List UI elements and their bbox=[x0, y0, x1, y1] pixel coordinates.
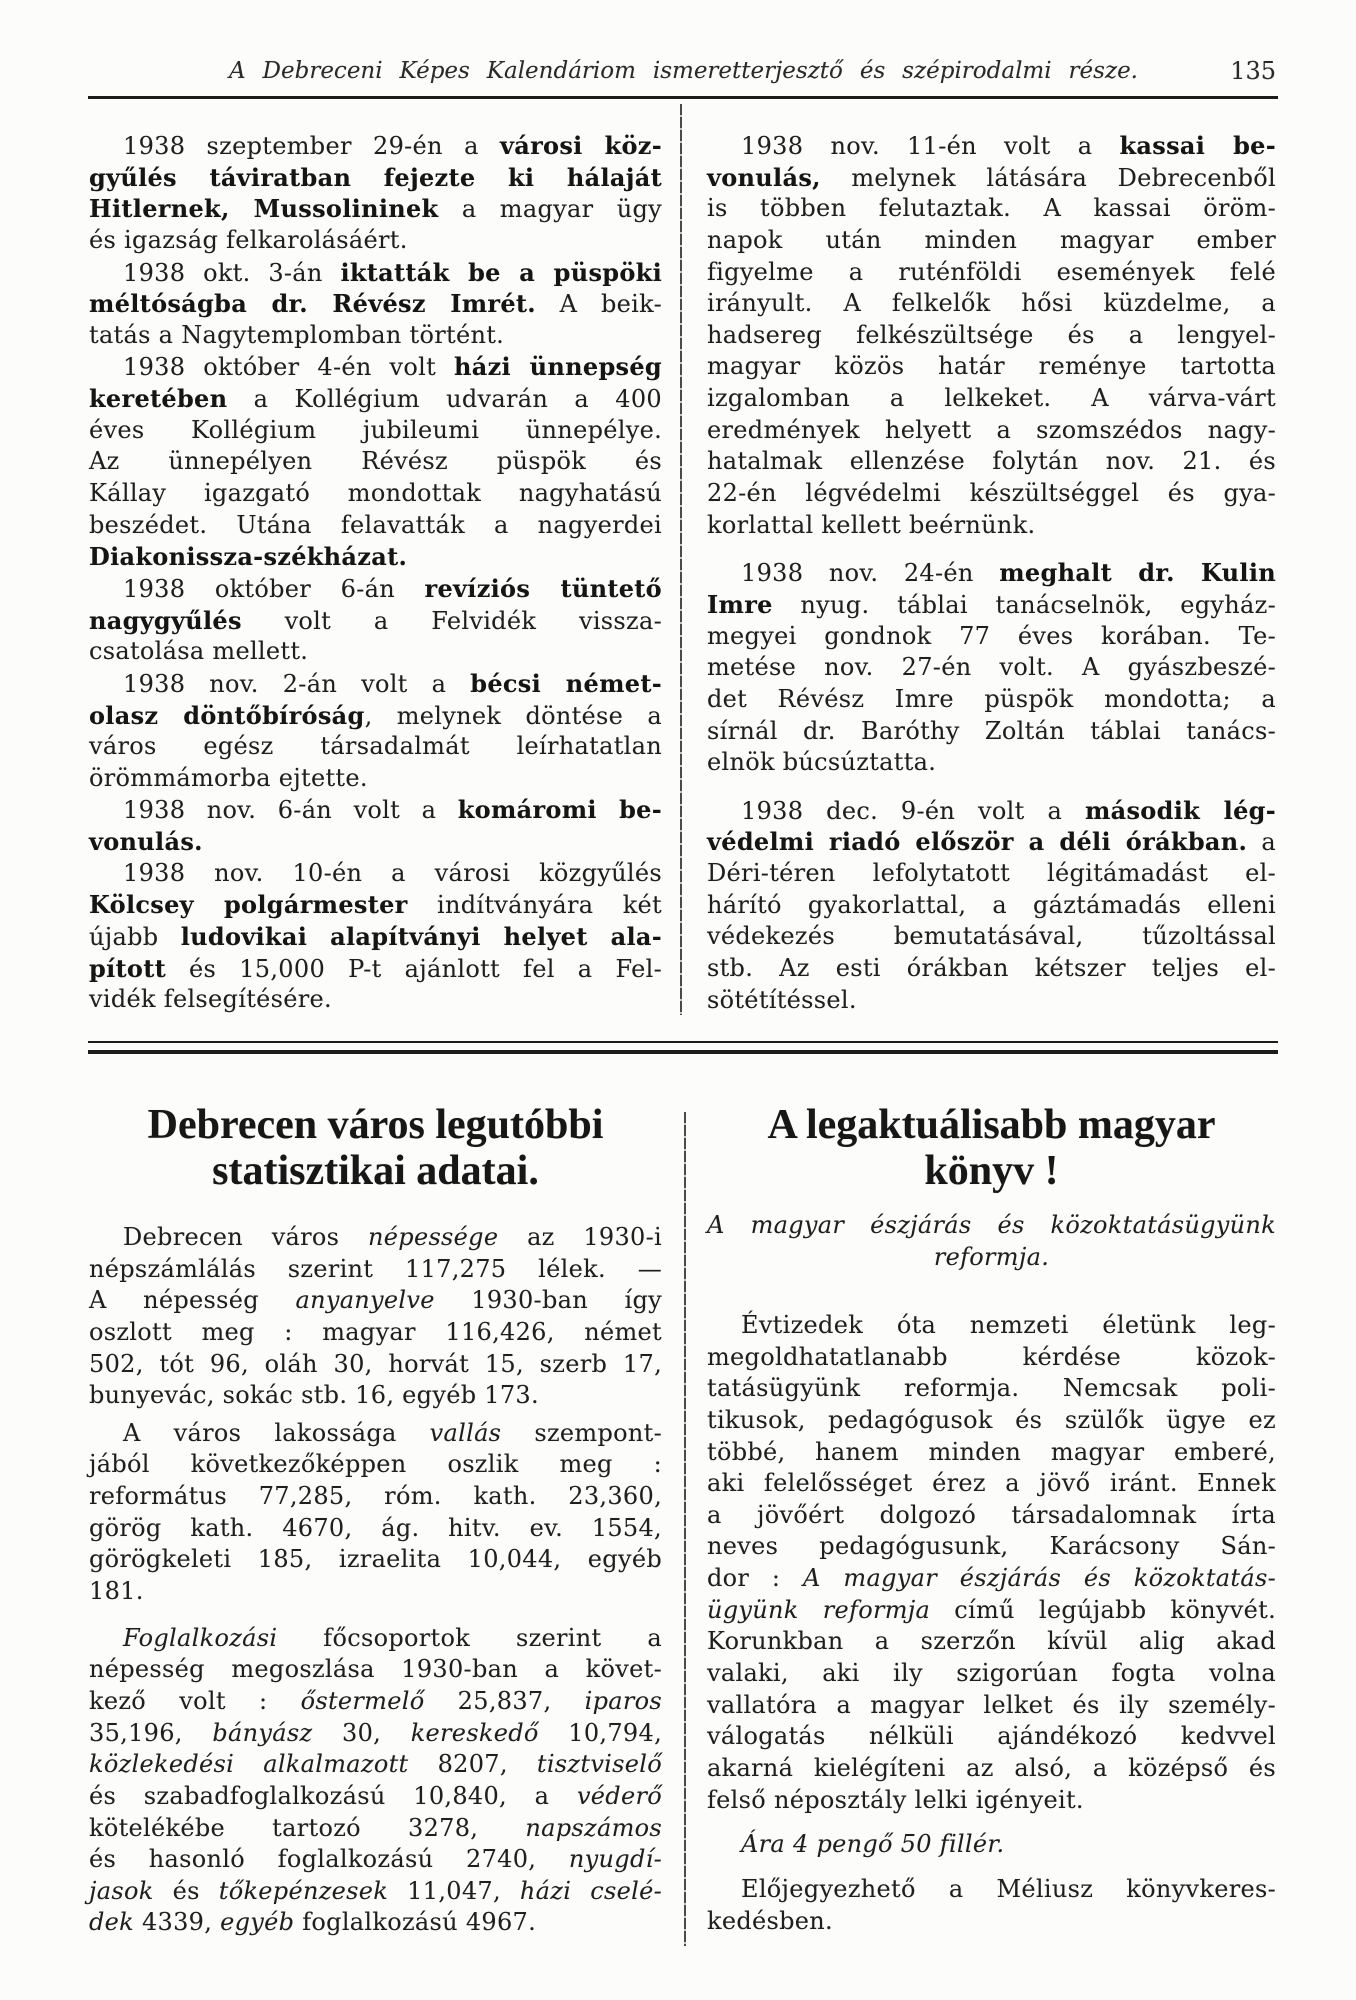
text-line bbox=[89, 1317, 662, 1349]
italic-text-run: őstermelő bbox=[300, 1686, 425, 1715]
text-run: korlattal kellett beérnünk. bbox=[707, 510, 1036, 539]
bold-text-run: nagygyűlés bbox=[89, 605, 242, 635]
text-run: 1938 október 6-án bbox=[123, 574, 425, 603]
text-line bbox=[89, 541, 662, 573]
text-line bbox=[707, 1753, 1276, 1785]
text-run: a bbox=[1247, 828, 1276, 857]
text-line bbox=[707, 130, 1276, 162]
text-line bbox=[707, 446, 1276, 478]
text-line bbox=[707, 478, 1276, 510]
text-line bbox=[89, 953, 662, 985]
text-run: és bbox=[153, 1876, 219, 1905]
text-line bbox=[89, 383, 662, 415]
text-line bbox=[89, 446, 662, 478]
text-run: figyelme a ruténföldi események felé bbox=[707, 257, 1276, 286]
chronicle-left-column bbox=[89, 130, 662, 1016]
text-run: népesség megoszlása 1930-ban a követ- bbox=[89, 1655, 662, 1684]
text-line bbox=[707, 1690, 1276, 1722]
paragraph bbox=[89, 1418, 662, 1608]
text-line bbox=[89, 1576, 662, 1608]
text-line bbox=[89, 1449, 662, 1481]
text-run: Kállay igazgató mondottak nagyhatású bbox=[89, 479, 662, 508]
text-line bbox=[707, 1785, 1276, 1817]
bold-text-run: Diakonissza-székházat. bbox=[89, 542, 408, 572]
bold-text-run: ludovikai alapítványi helyet ala- bbox=[180, 922, 662, 952]
text-line bbox=[89, 288, 662, 320]
bold-text-run: kassai be- bbox=[1119, 131, 1276, 160]
text-run: népszámlálás szerint 117,275 lélek. — bbox=[89, 1254, 662, 1283]
text-run: valaki, aki ily szigorúan fogta volna bbox=[707, 1659, 1276, 1688]
page-number: 135 bbox=[1230, 57, 1276, 85]
text-line bbox=[89, 1876, 662, 1908]
italic-text-run: népessége bbox=[368, 1223, 499, 1251]
text-run: is többen felutaztak. A kassai öröm- bbox=[707, 194, 1276, 223]
text-run: vidék felsegítésére. bbox=[89, 985, 332, 1014]
text-run: foglalkozású 4967. bbox=[294, 1908, 537, 1937]
text-run: csatolása mellett. bbox=[89, 637, 309, 666]
text-run: szempont- bbox=[501, 1418, 662, 1447]
text-line bbox=[89, 1813, 662, 1845]
text-line bbox=[89, 510, 662, 542]
text-run: és 15,000 P-t ajánlott fel a Fel- bbox=[165, 954, 662, 983]
book-article-subtitle bbox=[707, 1210, 1276, 1273]
text-run: neves pedagógusunk, Karácsony Sán- bbox=[707, 1532, 1276, 1561]
text-line bbox=[707, 1531, 1276, 1563]
text-line bbox=[707, 1310, 1276, 1342]
text-line bbox=[89, 668, 662, 700]
text-run: vallatóra a magyar lelket és ily személy- bbox=[707, 1690, 1276, 1719]
text-run: újabb bbox=[89, 923, 181, 952]
text-line bbox=[707, 1468, 1276, 1500]
text-run: 1938 dec. 9-én volt a bbox=[741, 796, 1085, 825]
text-line bbox=[89, 1907, 662, 1939]
text-line bbox=[707, 1500, 1276, 1532]
paragraph bbox=[89, 794, 662, 857]
text-line bbox=[707, 1437, 1276, 1469]
title-line: Debrecen város legutóbbi bbox=[147, 1102, 604, 1148]
text-line bbox=[89, 573, 662, 605]
text-line bbox=[707, 1563, 1276, 1595]
text-line bbox=[707, 589, 1276, 621]
text-line bbox=[707, 1373, 1276, 1405]
text-line bbox=[707, 1829, 1276, 1861]
text-line bbox=[89, 257, 662, 289]
statistics-article-body bbox=[89, 1222, 662, 1939]
text-line bbox=[707, 288, 1276, 320]
column-divider bbox=[684, 1112, 686, 1946]
italic-text-run: anyanyelve bbox=[295, 1286, 435, 1315]
bold-text-run: városi köz- bbox=[499, 131, 662, 160]
text-line bbox=[89, 1380, 662, 1412]
text-line bbox=[89, 700, 662, 732]
text-run: Előjegyezhető a Méliusz könyvkeres- bbox=[741, 1874, 1276, 1903]
running-title: A Debreceni Képes Kalendáriom ismeretterjesztő és szépirodalmi része. bbox=[229, 58, 1138, 84]
text-run: éves Kollégium jubileumi ünnepélye. bbox=[89, 415, 662, 444]
text-line bbox=[89, 1513, 662, 1545]
text-run: a jövőért dolgozó társadalomnak írta bbox=[707, 1500, 1276, 1529]
text-run: Évtizedek óta nemzeti életünk leg- bbox=[741, 1311, 1276, 1339]
text-line bbox=[707, 953, 1276, 985]
text-run: tatásügyünk reformja. Nemcsak poli- bbox=[707, 1374, 1276, 1403]
text-run: 1938 nov. 2-án volt a bbox=[123, 669, 471, 698]
text-run: örömmámorba ejtette. bbox=[89, 763, 368, 792]
text-line bbox=[89, 1718, 662, 1750]
bold-text-run: iktatták be a püspöki bbox=[340, 257, 663, 287]
text-run: tatás a Nagytemplomban történt. bbox=[89, 320, 505, 349]
text-line bbox=[707, 383, 1276, 415]
bold-text-run: keretében bbox=[89, 384, 228, 414]
paragraph bbox=[707, 130, 1276, 541]
text-run: dor : bbox=[707, 1564, 804, 1593]
header-rule bbox=[88, 96, 1278, 99]
italic-text-run: tisztviselő bbox=[536, 1750, 662, 1779]
text-line bbox=[707, 257, 1276, 289]
text-run: 35,196, bbox=[89, 1718, 213, 1747]
text-line bbox=[707, 858, 1276, 890]
text-run: metése nov. 27-én volt. A gyászbeszé- bbox=[707, 653, 1276, 682]
text-run: felső néposztály lelki igényeit. bbox=[707, 1785, 1084, 1814]
text-run: det Révész Imre püspök mondotta; a bbox=[707, 684, 1276, 713]
text-line bbox=[89, 1349, 662, 1381]
text-line bbox=[707, 1874, 1276, 1906]
text-line bbox=[707, 795, 1276, 827]
text-run: aki felelősséget érez a jövő iránt. Ennek bbox=[707, 1469, 1276, 1498]
text-run: kező volt : bbox=[89, 1686, 301, 1715]
text-run: 181. bbox=[89, 1577, 144, 1606]
text-line bbox=[707, 1626, 1276, 1658]
text-run: 1938 nov. 24-én bbox=[741, 559, 1000, 588]
bold-text-run: Imre bbox=[707, 589, 773, 619]
text-line bbox=[707, 1906, 1276, 1938]
text-line bbox=[707, 652, 1276, 684]
text-run: a magyar ügy bbox=[438, 195, 662, 224]
text-line bbox=[707, 193, 1276, 225]
text-run: A népesség bbox=[89, 1286, 296, 1315]
italic-text-run: jasok bbox=[89, 1876, 154, 1905]
text-run: 1938 nov. 6-án volt a bbox=[123, 796, 458, 825]
text-run: és igazság felkarolásáért. bbox=[89, 225, 408, 254]
text-run: főcsoportok szerint a bbox=[277, 1623, 662, 1652]
text-line bbox=[707, 1595, 1276, 1627]
italic-text-run: házi cselé- bbox=[519, 1876, 662, 1905]
text-line bbox=[89, 1749, 662, 1781]
text-line bbox=[89, 636, 662, 668]
text-line bbox=[89, 320, 662, 352]
text-run: 30, bbox=[312, 1718, 411, 1747]
text-run: megyei gondnok 77 éves korában. Te- bbox=[707, 621, 1276, 650]
text-run: oszlott meg : magyar 116,426, német bbox=[89, 1317, 662, 1346]
text-line bbox=[707, 415, 1276, 447]
title-line: könyv ! bbox=[924, 1148, 1059, 1194]
italic-text-run: kereskedő bbox=[410, 1718, 539, 1747]
text-line bbox=[707, 1658, 1276, 1690]
paragraph bbox=[707, 1829, 1276, 1861]
text-line bbox=[707, 351, 1276, 383]
italic-text-run: Ára 4 pengő 50 fillér. bbox=[741, 1830, 1005, 1859]
text-line bbox=[707, 985, 1276, 1017]
text-run: nyug. táblai tanácselnök, egyház- bbox=[772, 590, 1276, 619]
text-line bbox=[707, 162, 1276, 194]
text-run: az 1930-i bbox=[498, 1223, 662, 1251]
bold-text-run: vonulás. bbox=[89, 827, 203, 857]
text-line bbox=[89, 225, 662, 257]
text-run: bunyevác, sokác stb. 16, egyéb 173. bbox=[89, 1381, 539, 1410]
bold-text-run: vonulás, bbox=[707, 162, 821, 192]
text-line bbox=[89, 858, 662, 890]
bold-text-run: házi ünnepség bbox=[454, 352, 662, 382]
text-run: A város lakossága bbox=[123, 1418, 430, 1447]
title-line: statisztikai adatai. bbox=[212, 1148, 539, 1194]
text-run: megoldhatatlanabb kérdése közok- bbox=[707, 1342, 1276, 1371]
bold-text-run: védelmi riadó először a déli órákban. bbox=[707, 827, 1248, 857]
text-line bbox=[89, 605, 662, 637]
bold-text-run: revíziós tüntető bbox=[424, 573, 662, 603]
paragraph bbox=[89, 668, 662, 795]
text-run: 1938 nov. 10-én a városi közgyűlés bbox=[123, 858, 662, 887]
text-run: és szabadfoglalkozású 10,840, a bbox=[89, 1781, 577, 1810]
text-run: magyar közös határ reménye tartotta bbox=[707, 352, 1276, 381]
text-run: hárító gyakorlattal, a gáztámadás elleni bbox=[707, 890, 1276, 919]
paragraph bbox=[89, 573, 662, 668]
text-line bbox=[89, 1481, 662, 1513]
italic-text-run: egyéb bbox=[220, 1908, 295, 1937]
text-line bbox=[89, 1781, 662, 1813]
text-line bbox=[707, 1210, 1276, 1242]
bold-text-run: bécsi német- bbox=[470, 668, 662, 698]
paragraph bbox=[89, 1623, 662, 1939]
text-run: Korunkban a szerzőn kívül alig akad bbox=[707, 1627, 1276, 1656]
text-line bbox=[89, 731, 662, 763]
text-line bbox=[707, 684, 1276, 716]
bold-text-run: Hitlernek, Mussolininek bbox=[89, 194, 439, 224]
text-line bbox=[707, 320, 1276, 352]
text-run: hadsereg felkészültsége és a lengyel- bbox=[707, 320, 1276, 349]
text-line bbox=[89, 1623, 662, 1655]
text-run: beszédet. Utána felavatták a nagyerdei bbox=[89, 510, 662, 539]
text-line bbox=[89, 1544, 662, 1576]
text-line bbox=[707, 1721, 1276, 1753]
text-run: 1930-ban így bbox=[434, 1286, 662, 1315]
paragraph bbox=[707, 1310, 1276, 1816]
text-line bbox=[707, 747, 1276, 779]
text-line bbox=[89, 162, 662, 194]
italic-text-run: véderő bbox=[576, 1781, 662, 1810]
bold-text-run: méltóságba dr. Révész Imrét. bbox=[89, 289, 536, 319]
text-line bbox=[89, 351, 662, 383]
text-run: 502, tót 96, oláh 30, horvát 15, szerb 17, bbox=[89, 1349, 662, 1378]
italic-text-run: tőkepénzesek bbox=[218, 1876, 389, 1905]
text-line bbox=[707, 557, 1276, 589]
text-line bbox=[707, 621, 1276, 653]
text-run: elnök búcsúztatta. bbox=[707, 748, 937, 777]
paragraph bbox=[707, 795, 1276, 1016]
text-line bbox=[707, 225, 1276, 257]
text-line bbox=[89, 415, 662, 447]
text-run: görögkeleti 185, izraelita 10,044, egyéb bbox=[89, 1545, 662, 1574]
text-line bbox=[89, 826, 662, 858]
text-line bbox=[707, 826, 1276, 858]
italic-text-run: közlekedési alkalmazott bbox=[89, 1750, 409, 1779]
text-run: irányult. A felkelők hősi küzdelme, a bbox=[707, 289, 1276, 318]
text-run: izgalomban a lelkeket. A várva-várt bbox=[707, 384, 1276, 413]
paragraph bbox=[89, 130, 662, 257]
text-run: A beik- bbox=[535, 290, 662, 319]
text-run: 22-én légvédelmi készültséggel és gya- bbox=[707, 479, 1276, 508]
text-run: jából következőképpen oszlik meg : bbox=[89, 1450, 662, 1479]
text-line bbox=[707, 510, 1276, 542]
text-run: Az ünnepélyen Révész püspök és bbox=[89, 447, 662, 476]
text-run: indítványára két bbox=[407, 891, 662, 920]
text-run: hatalmak ellenzése folytán nov. 21. és bbox=[707, 447, 1276, 476]
italic-text-run: nyugdí- bbox=[568, 1845, 662, 1874]
text-line bbox=[89, 130, 662, 162]
text-run: város egész társadalmát leírhatatlan bbox=[89, 732, 662, 761]
text-run: görög kath. 4670, ág. hitv. ev. 1554, bbox=[89, 1513, 662, 1542]
text-line bbox=[89, 921, 662, 953]
bold-text-run: olasz döntőbíróság bbox=[89, 700, 365, 730]
text-run: 10,794, bbox=[538, 1718, 663, 1747]
text-line bbox=[89, 1844, 662, 1876]
text-run: 25,837, bbox=[424, 1686, 585, 1715]
italic-text-run: bányász bbox=[212, 1718, 313, 1747]
text-run: védekezés bemutatásával, tűzoltással bbox=[707, 922, 1276, 951]
text-line bbox=[89, 984, 662, 1016]
text-line bbox=[707, 1342, 1276, 1374]
text-run: 4339, bbox=[134, 1908, 221, 1937]
italic-text-run: ügyünk reformja bbox=[707, 1595, 931, 1624]
text-run: akarná kielégíteni az alsó, a középső és bbox=[707, 1753, 1276, 1782]
text-line bbox=[707, 921, 1276, 953]
text-run: 1938 szeptember 29-én a bbox=[123, 132, 500, 160]
text-run: Déri-téren lefolytatott légitámadást el- bbox=[707, 859, 1276, 888]
text-run: 1938 nov. 11-én volt a bbox=[741, 132, 1120, 160]
bold-text-run: gyűlés táviratban fejezte ki hálaját bbox=[89, 162, 662, 192]
text-line bbox=[89, 889, 662, 921]
text-line bbox=[89, 478, 662, 510]
text-run: 1938 október 4-én volt bbox=[123, 353, 455, 382]
text-run: többé, hanem minden magyar emberé, bbox=[707, 1437, 1276, 1466]
text-run: melynek látására Debrecenből bbox=[820, 163, 1276, 192]
text-run: , melynek döntése a bbox=[364, 701, 662, 730]
paragraph bbox=[89, 858, 662, 1016]
text-run: tikusok, pedagógusok és szülők ügye ez bbox=[707, 1405, 1276, 1434]
text-run: válogatás nélküli ajándékozó kedvvel bbox=[707, 1722, 1276, 1751]
text-line bbox=[89, 1418, 662, 1450]
paragraph bbox=[707, 557, 1276, 778]
text-line bbox=[89, 794, 662, 826]
section-rule-thin bbox=[88, 1041, 1278, 1043]
text-run: 11,047, bbox=[388, 1876, 520, 1905]
text-line bbox=[707, 1405, 1276, 1437]
title-line: A legaktuálisabb magyar bbox=[767, 1102, 1216, 1148]
bold-text-run: pított bbox=[89, 953, 166, 983]
italic-text-run: A magyar észjárás és közoktatásügyünk bbox=[707, 1211, 1276, 1239]
text-run: Debrecen város bbox=[123, 1223, 369, 1251]
text-line bbox=[707, 1242, 1276, 1274]
text-run: volt a Felvidék vissza- bbox=[241, 606, 662, 635]
text-run: a Kollégium udvarán a 400 bbox=[227, 385, 662, 414]
text-run: kedésben. bbox=[707, 1906, 833, 1935]
text-line bbox=[89, 1222, 662, 1254]
text-run: sírnál dr. Baróthy Zoltán táblai tanács- bbox=[707, 716, 1276, 745]
italic-text-run: vallás bbox=[429, 1418, 502, 1447]
text-line bbox=[89, 1654, 662, 1686]
paragraph bbox=[707, 1874, 1276, 1937]
text-line bbox=[89, 763, 662, 795]
text-run: és hasonló foglalkozású 2740, bbox=[89, 1845, 569, 1874]
chronicle-right-column bbox=[707, 130, 1276, 1016]
book-article-title bbox=[707, 1102, 1276, 1194]
paragraph bbox=[89, 257, 662, 352]
bold-text-run: komáromi be- bbox=[457, 795, 662, 825]
text-line bbox=[89, 1285, 662, 1317]
paragraph bbox=[89, 351, 662, 572]
text-run: református 77,285, róm. kath. 23,360, bbox=[89, 1482, 662, 1511]
column-divider bbox=[680, 104, 682, 1015]
bold-text-run: Kölcsey polgármester bbox=[89, 890, 408, 920]
italic-text-run: Foglalkozási bbox=[123, 1623, 278, 1652]
bold-text-run: második lég- bbox=[1084, 795, 1276, 825]
statistics-article-title bbox=[89, 1102, 662, 1194]
text-run: stb. Az esti órákban kétszer teljes el- bbox=[707, 954, 1276, 983]
bold-text-run: meghalt dr. Kulin bbox=[999, 558, 1276, 588]
text-line bbox=[89, 1686, 662, 1718]
text-line bbox=[89, 1254, 662, 1286]
text-run: című legújabb könyvét. bbox=[930, 1595, 1277, 1624]
italic-text-run: napszámos bbox=[525, 1813, 662, 1842]
paragraph bbox=[707, 1210, 1276, 1273]
text-run: 1938 okt. 3-án bbox=[123, 258, 341, 287]
section-rule-thick bbox=[88, 1050, 1278, 1054]
italic-text-run: reformja. bbox=[933, 1242, 1050, 1271]
text-line bbox=[707, 716, 1276, 748]
text-line bbox=[707, 890, 1276, 922]
text-run: napok után minden magyar ember bbox=[707, 225, 1276, 254]
text-line bbox=[89, 193, 662, 225]
italic-text-run: dek bbox=[89, 1908, 135, 1937]
text-run: 8207, bbox=[408, 1750, 537, 1779]
text-run: eredmények helyett a szomszédos nagy- bbox=[707, 415, 1276, 444]
text-run: kötelékébe tartozó 3278, bbox=[89, 1813, 526, 1842]
italic-text-run: iparos bbox=[584, 1686, 662, 1715]
paragraph bbox=[89, 1222, 662, 1412]
italic-text-run: A magyar észjárás és közoktatás- bbox=[803, 1564, 1276, 1593]
text-run: sötétítéssel. bbox=[707, 985, 857, 1014]
book-article-body bbox=[707, 1310, 1276, 1937]
